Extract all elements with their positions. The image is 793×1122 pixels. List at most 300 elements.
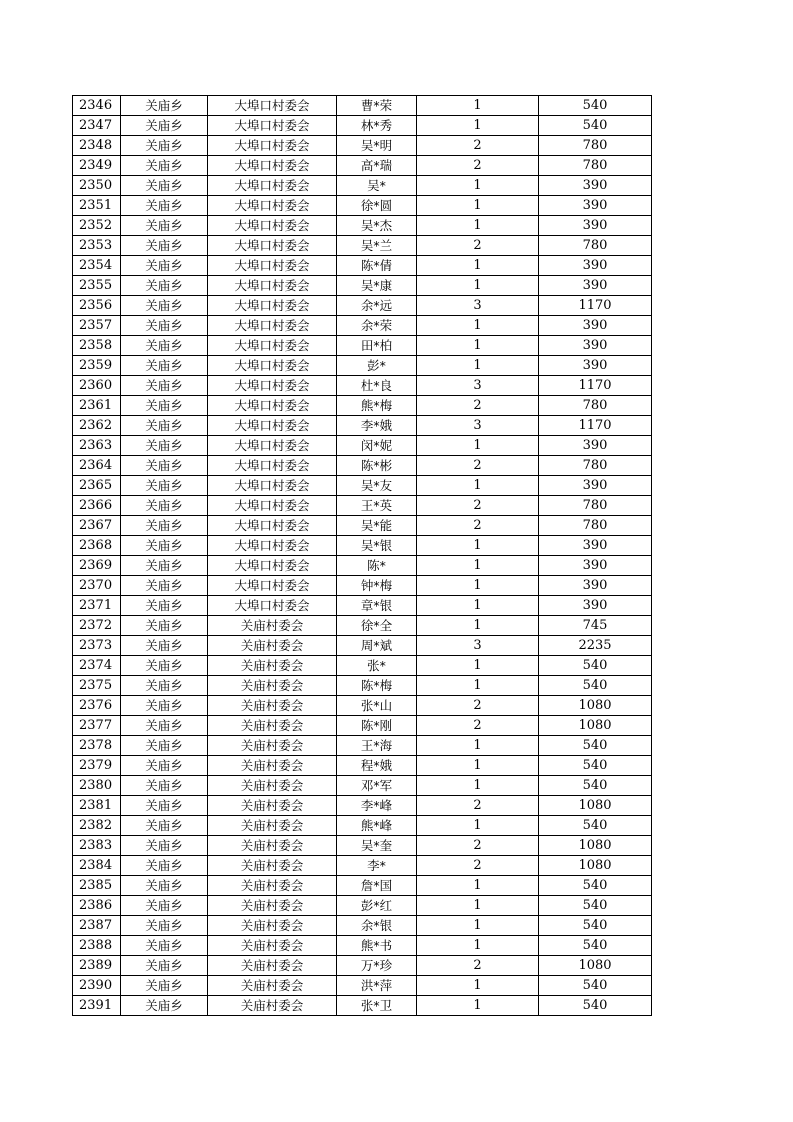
village-committee-cell: 大埠口村委会	[208, 116, 337, 136]
name-cell: 詹*国	[337, 876, 417, 896]
table-row	[73, 816, 652, 836]
amount-cell: 540	[539, 896, 652, 916]
name-cell: 张*山	[337, 696, 417, 716]
name-cell: 吴*奎	[337, 836, 417, 856]
township-cell: 关庙乡	[121, 616, 208, 636]
row-number-cell: 2388	[73, 936, 121, 956]
row-number-cell: 2385	[73, 876, 121, 896]
row-number-cell: 2378	[73, 736, 121, 756]
village-committee-cell: 大埠口村委会	[208, 316, 337, 336]
amount-cell: 390	[539, 476, 652, 496]
village-committee-cell: 大埠口村委会	[208, 536, 337, 556]
village-committee-cell: 大埠口村委会	[208, 356, 337, 376]
name-cell: 陈*	[337, 556, 417, 576]
table-row	[73, 756, 652, 776]
row-number-cell: 2352	[73, 216, 121, 236]
township-cell: 关庙乡	[121, 996, 208, 1016]
row-number-cell: 2356	[73, 296, 121, 316]
table-row	[73, 116, 652, 136]
row-number-cell: 2354	[73, 256, 121, 276]
amount-cell: 780	[539, 456, 652, 476]
household-count-cell: 1	[417, 256, 539, 276]
township-cell: 关庙乡	[121, 716, 208, 736]
amount-cell: 1080	[539, 956, 652, 976]
household-count-cell: 1	[417, 976, 539, 996]
township-cell: 关庙乡	[121, 676, 208, 696]
name-cell: 周*斌	[337, 636, 417, 656]
name-cell: 陈*刚	[337, 716, 417, 736]
table-row	[73, 596, 652, 616]
row-number-cell: 2350	[73, 176, 121, 196]
table-row	[73, 636, 652, 656]
township-cell: 关庙乡	[121, 196, 208, 216]
village-committee-cell: 关庙村委会	[208, 736, 337, 756]
township-cell: 关庙乡	[121, 356, 208, 376]
row-number-cell: 2389	[73, 956, 121, 976]
township-cell: 关庙乡	[121, 316, 208, 336]
household-count-cell: 1	[417, 576, 539, 596]
amount-cell: 390	[539, 556, 652, 576]
name-cell: 张*	[337, 656, 417, 676]
township-cell: 关庙乡	[121, 816, 208, 836]
amount-cell: 540	[539, 816, 652, 836]
row-number-cell: 2358	[73, 336, 121, 356]
table-row	[73, 476, 652, 496]
name-cell: 徐*全	[337, 616, 417, 636]
table-row	[73, 796, 652, 816]
row-number-cell: 2391	[73, 996, 121, 1016]
household-count-cell: 2	[417, 396, 539, 416]
household-count-cell: 2	[417, 156, 539, 176]
household-count-cell: 1	[417, 96, 539, 116]
row-number-cell: 2382	[73, 816, 121, 836]
row-number-cell: 2390	[73, 976, 121, 996]
table-row	[73, 236, 652, 256]
name-cell: 余*银	[337, 916, 417, 936]
name-cell: 吴*杰	[337, 216, 417, 236]
amount-cell: 390	[539, 196, 652, 216]
table-row	[73, 696, 652, 716]
township-cell: 关庙乡	[121, 796, 208, 816]
village-committee-cell: 关庙村委会	[208, 936, 337, 956]
amount-cell: 390	[539, 436, 652, 456]
amount-cell: 780	[539, 516, 652, 536]
amount-cell: 390	[539, 316, 652, 336]
name-cell: 王*英	[337, 496, 417, 516]
amount-cell: 1080	[539, 716, 652, 736]
township-cell: 关庙乡	[121, 776, 208, 796]
row-number-cell: 2363	[73, 436, 121, 456]
table-row	[73, 176, 652, 196]
village-committee-cell: 关庙村委会	[208, 716, 337, 736]
row-number-cell: 2361	[73, 396, 121, 416]
table-row	[73, 856, 652, 876]
table-row	[73, 676, 652, 696]
household-count-cell: 2	[417, 856, 539, 876]
household-count-cell: 1	[417, 916, 539, 936]
name-cell: 熊*书	[337, 936, 417, 956]
row-number-cell: 2367	[73, 516, 121, 536]
township-cell: 关庙乡	[121, 516, 208, 536]
row-number-cell: 2379	[73, 756, 121, 776]
township-cell: 关庙乡	[121, 556, 208, 576]
village-committee-cell: 关庙村委会	[208, 876, 337, 896]
row-number-cell: 2366	[73, 496, 121, 516]
household-count-cell: 1	[417, 896, 539, 916]
township-cell: 关庙乡	[121, 376, 208, 396]
name-cell: 张*卫	[337, 996, 417, 1016]
village-committee-cell: 大埠口村委会	[208, 376, 337, 396]
village-committee-cell: 大埠口村委会	[208, 156, 337, 176]
amount-cell: 390	[539, 176, 652, 196]
row-number-cell: 2364	[73, 456, 121, 476]
household-count-cell: 1	[417, 356, 539, 376]
row-number-cell: 2377	[73, 716, 121, 736]
township-cell: 关庙乡	[121, 116, 208, 136]
table-row	[73, 836, 652, 856]
household-count-cell: 1	[417, 616, 539, 636]
table-row	[73, 356, 652, 376]
amount-cell: 780	[539, 396, 652, 416]
amount-cell: 1080	[539, 856, 652, 876]
amount-cell: 1170	[539, 416, 652, 436]
name-cell: 闵*妮	[337, 436, 417, 456]
row-number-cell: 2353	[73, 236, 121, 256]
name-cell: 章*银	[337, 596, 417, 616]
row-number-cell: 2369	[73, 556, 121, 576]
township-cell: 关庙乡	[121, 416, 208, 436]
name-cell: 陈*彬	[337, 456, 417, 476]
amount-cell: 390	[539, 256, 652, 276]
table-row	[73, 616, 652, 636]
township-cell: 关庙乡	[121, 576, 208, 596]
amount-cell: 2235	[539, 636, 652, 656]
township-cell: 关庙乡	[121, 876, 208, 896]
township-cell: 关庙乡	[121, 896, 208, 916]
village-committee-cell: 大埠口村委会	[208, 396, 337, 416]
row-number-cell: 2359	[73, 356, 121, 376]
amount-cell: 1080	[539, 796, 652, 816]
name-cell: 李*	[337, 856, 417, 876]
name-cell: 王*海	[337, 736, 417, 756]
household-count-cell: 3	[417, 376, 539, 396]
village-committee-cell: 关庙村委会	[208, 676, 337, 696]
name-cell: 林*秀	[337, 116, 417, 136]
records-table	[72, 95, 652, 1016]
township-cell: 关庙乡	[121, 976, 208, 996]
table-row	[73, 316, 652, 336]
table-row	[73, 216, 652, 236]
name-cell: 吴*	[337, 176, 417, 196]
records-table-body	[73, 96, 652, 1016]
township-cell: 关庙乡	[121, 96, 208, 116]
name-cell: 邓*军	[337, 776, 417, 796]
amount-cell: 540	[539, 736, 652, 756]
township-cell: 关庙乡	[121, 256, 208, 276]
village-committee-cell: 大埠口村委会	[208, 216, 337, 236]
village-committee-cell: 大埠口村委会	[208, 556, 337, 576]
township-cell: 关庙乡	[121, 836, 208, 856]
township-cell: 关庙乡	[121, 856, 208, 876]
amount-cell: 390	[539, 216, 652, 236]
amount-cell: 780	[539, 236, 652, 256]
village-committee-cell: 关庙村委会	[208, 976, 337, 996]
township-cell: 关庙乡	[121, 216, 208, 236]
township-cell: 关庙乡	[121, 396, 208, 416]
township-cell: 关庙乡	[121, 476, 208, 496]
township-cell: 关庙乡	[121, 296, 208, 316]
table-row	[73, 896, 652, 916]
village-committee-cell: 关庙村委会	[208, 916, 337, 936]
amount-cell: 390	[539, 276, 652, 296]
township-cell: 关庙乡	[121, 696, 208, 716]
amount-cell: 540	[539, 676, 652, 696]
table-row	[73, 336, 652, 356]
township-cell: 关庙乡	[121, 956, 208, 976]
name-cell: 曹*荣	[337, 96, 417, 116]
name-cell: 李*娥	[337, 416, 417, 436]
village-committee-cell: 大埠口村委会	[208, 196, 337, 216]
table-row	[73, 956, 652, 976]
township-cell: 关庙乡	[121, 536, 208, 556]
table-row	[73, 716, 652, 736]
row-number-cell: 2374	[73, 656, 121, 676]
household-count-cell: 2	[417, 696, 539, 716]
row-number-cell: 2384	[73, 856, 121, 876]
name-cell: 田*柏	[337, 336, 417, 356]
household-count-cell: 1	[417, 316, 539, 336]
amount-cell: 390	[539, 336, 652, 356]
household-count-cell: 1	[417, 276, 539, 296]
household-count-cell: 1	[417, 656, 539, 676]
amount-cell: 540	[539, 756, 652, 776]
household-count-cell: 1	[417, 876, 539, 896]
name-cell: 陈*倩	[337, 256, 417, 276]
village-committee-cell: 关庙村委会	[208, 616, 337, 636]
household-count-cell: 1	[417, 936, 539, 956]
table-row	[73, 376, 652, 396]
household-count-cell: 2	[417, 136, 539, 156]
name-cell: 熊*梅	[337, 396, 417, 416]
row-number-cell: 2365	[73, 476, 121, 496]
township-cell: 关庙乡	[121, 496, 208, 516]
table-row	[73, 496, 652, 516]
table-row	[73, 396, 652, 416]
name-cell: 余*荣	[337, 316, 417, 336]
township-cell: 关庙乡	[121, 736, 208, 756]
household-count-cell: 1	[417, 996, 539, 1016]
household-count-cell: 1	[417, 556, 539, 576]
row-number-cell: 2373	[73, 636, 121, 656]
household-count-cell: 3	[417, 636, 539, 656]
row-number-cell: 2383	[73, 836, 121, 856]
township-cell: 关庙乡	[121, 936, 208, 956]
amount-cell: 540	[539, 876, 652, 896]
amount-cell: 780	[539, 136, 652, 156]
village-committee-cell: 关庙村委会	[208, 656, 337, 676]
table-row	[73, 536, 652, 556]
row-number-cell: 2355	[73, 276, 121, 296]
household-count-cell: 1	[417, 336, 539, 356]
household-count-cell: 3	[417, 416, 539, 436]
village-committee-cell: 关庙村委会	[208, 756, 337, 776]
table-row	[73, 416, 652, 436]
name-cell: 李*峰	[337, 796, 417, 816]
amount-cell: 1080	[539, 836, 652, 856]
village-committee-cell: 大埠口村委会	[208, 476, 337, 496]
amount-cell: 540	[539, 656, 652, 676]
household-count-cell: 1	[417, 196, 539, 216]
name-cell: 彭*红	[337, 896, 417, 916]
village-committee-cell: 大埠口村委会	[208, 296, 337, 316]
amount-cell: 540	[539, 916, 652, 936]
township-cell: 关庙乡	[121, 136, 208, 156]
village-committee-cell: 大埠口村委会	[208, 596, 337, 616]
name-cell: 杜*良	[337, 376, 417, 396]
table-row	[73, 576, 652, 596]
household-count-cell: 1	[417, 736, 539, 756]
amount-cell: 540	[539, 936, 652, 956]
amount-cell: 390	[539, 356, 652, 376]
household-count-cell: 2	[417, 516, 539, 536]
amount-cell: 745	[539, 616, 652, 636]
table-row	[73, 456, 652, 476]
table-row	[73, 156, 652, 176]
name-cell: 徐*圆	[337, 196, 417, 216]
village-committee-cell: 大埠口村委会	[208, 456, 337, 476]
household-count-cell: 1	[417, 816, 539, 836]
table-row	[73, 916, 652, 936]
name-cell: 吴*康	[337, 276, 417, 296]
township-cell: 关庙乡	[121, 596, 208, 616]
township-cell: 关庙乡	[121, 916, 208, 936]
name-cell: 陈*梅	[337, 676, 417, 696]
village-committee-cell: 大埠口村委会	[208, 516, 337, 536]
township-cell: 关庙乡	[121, 336, 208, 356]
household-count-cell: 1	[417, 676, 539, 696]
row-number-cell: 2380	[73, 776, 121, 796]
table-row	[73, 276, 652, 296]
household-count-cell: 1	[417, 116, 539, 136]
name-cell: 高*瑞	[337, 156, 417, 176]
household-count-cell: 1	[417, 476, 539, 496]
village-committee-cell: 关庙村委会	[208, 836, 337, 856]
township-cell: 关庙乡	[121, 656, 208, 676]
household-count-cell: 1	[417, 536, 539, 556]
table-row	[73, 996, 652, 1016]
name-cell: 熊*峰	[337, 816, 417, 836]
household-count-cell: 1	[417, 176, 539, 196]
amount-cell: 390	[539, 576, 652, 596]
village-committee-cell: 关庙村委会	[208, 956, 337, 976]
amount-cell: 1170	[539, 376, 652, 396]
village-committee-cell: 大埠口村委会	[208, 436, 337, 456]
amount-cell: 390	[539, 596, 652, 616]
village-committee-cell: 大埠口村委会	[208, 176, 337, 196]
row-number-cell: 2381	[73, 796, 121, 816]
amount-cell: 1170	[539, 296, 652, 316]
township-cell: 关庙乡	[121, 236, 208, 256]
row-number-cell: 2375	[73, 676, 121, 696]
village-committee-cell: 关庙村委会	[208, 816, 337, 836]
row-number-cell: 2387	[73, 916, 121, 936]
amount-cell: 540	[539, 776, 652, 796]
household-count-cell: 2	[417, 236, 539, 256]
amount-cell: 540	[539, 996, 652, 1016]
name-cell: 吴*银	[337, 536, 417, 556]
table-row	[73, 96, 652, 116]
village-committee-cell: 大埠口村委会	[208, 336, 337, 356]
name-cell: 吴*友	[337, 476, 417, 496]
row-number-cell: 2357	[73, 316, 121, 336]
township-cell: 关庙乡	[121, 436, 208, 456]
village-committee-cell: 大埠口村委会	[208, 276, 337, 296]
household-count-cell: 1	[417, 776, 539, 796]
row-number-cell: 2386	[73, 896, 121, 916]
row-number-cell: 2346	[73, 96, 121, 116]
row-number-cell: 2370	[73, 576, 121, 596]
amount-cell: 540	[539, 96, 652, 116]
row-number-cell: 2351	[73, 196, 121, 216]
table-row	[73, 936, 652, 956]
row-number-cell: 2348	[73, 136, 121, 156]
amount-cell: 390	[539, 536, 652, 556]
row-number-cell: 2371	[73, 596, 121, 616]
village-committee-cell: 大埠口村委会	[208, 496, 337, 516]
table-row	[73, 736, 652, 756]
village-committee-cell: 大埠口村委会	[208, 416, 337, 436]
name-cell: 洪*萍	[337, 976, 417, 996]
name-cell: 吴*明	[337, 136, 417, 156]
household-count-cell: 1	[417, 756, 539, 776]
table-row	[73, 516, 652, 536]
township-cell: 关庙乡	[121, 756, 208, 776]
name-cell: 万*珍	[337, 956, 417, 976]
name-cell: 程*娥	[337, 756, 417, 776]
household-count-cell: 1	[417, 596, 539, 616]
name-cell: 余*远	[337, 296, 417, 316]
name-cell: 钟*梅	[337, 576, 417, 596]
village-committee-cell: 大埠口村委会	[208, 256, 337, 276]
village-committee-cell: 关庙村委会	[208, 856, 337, 876]
village-committee-cell: 关庙村委会	[208, 636, 337, 656]
township-cell: 关庙乡	[121, 276, 208, 296]
township-cell: 关庙乡	[121, 636, 208, 656]
village-committee-cell: 大埠口村委会	[208, 236, 337, 256]
row-number-cell: 2368	[73, 536, 121, 556]
table-row	[73, 196, 652, 216]
row-number-cell: 2347	[73, 116, 121, 136]
household-count-cell: 2	[417, 496, 539, 516]
row-number-cell: 2362	[73, 416, 121, 436]
row-number-cell: 2376	[73, 696, 121, 716]
table-row	[73, 776, 652, 796]
township-cell: 关庙乡	[121, 456, 208, 476]
household-count-cell: 1	[417, 216, 539, 236]
household-count-cell: 2	[417, 796, 539, 816]
row-number-cell: 2360	[73, 376, 121, 396]
table-row	[73, 256, 652, 276]
township-cell: 关庙乡	[121, 176, 208, 196]
village-committee-cell: 关庙村委会	[208, 896, 337, 916]
amount-cell: 780	[539, 156, 652, 176]
row-number-cell: 2372	[73, 616, 121, 636]
table-row	[73, 296, 652, 316]
name-cell: 吴*能	[337, 516, 417, 536]
village-committee-cell: 大埠口村委会	[208, 576, 337, 596]
household-count-cell: 2	[417, 836, 539, 856]
name-cell: 吴*兰	[337, 236, 417, 256]
